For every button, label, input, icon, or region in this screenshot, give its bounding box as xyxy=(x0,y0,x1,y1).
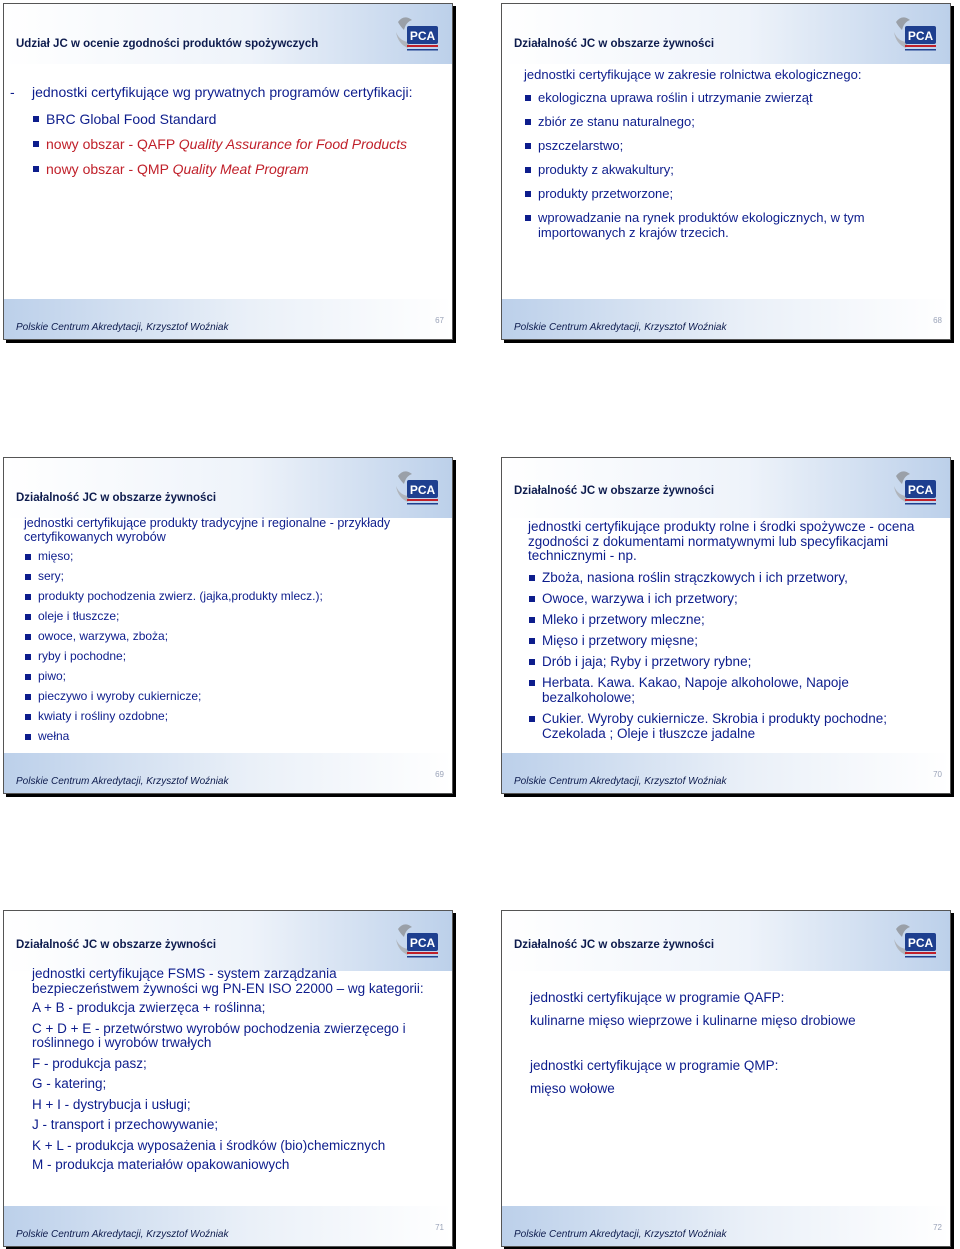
slide-header xyxy=(4,458,452,518)
list-item: Owoce, warzywa i ich przetwory; xyxy=(528,591,936,606)
list-item: sery; xyxy=(24,569,438,584)
list-item: zbiór ze stanu naturalnego; xyxy=(524,114,936,129)
slide-header xyxy=(4,911,452,971)
slide-footer xyxy=(502,753,950,793)
list-item: Mleko i przetwory mleczne; xyxy=(528,612,936,627)
list-item: A + B - produkcja zwierzęca + roślinna; xyxy=(32,1000,266,1015)
lead-text: - jednostki certyfikujące wg prywatnych programów certyfikacji: xyxy=(10,84,413,100)
bullet-list xyxy=(32,111,438,178)
page-number: 71 xyxy=(435,1223,444,1232)
svg-text:PCA: PCA xyxy=(409,936,436,950)
list-item: produkty przetworzone; xyxy=(524,186,936,201)
pca-logo xyxy=(890,919,938,963)
bullet-list xyxy=(524,90,936,240)
lead-text: jednostki certyfikujące FSMS - system zarządzania bezpieczeństwem żywności wg PN-EN ISO 22000 – wg kategorii: xyxy=(32,966,424,996)
list-item: wełna xyxy=(24,729,438,744)
slide-body xyxy=(24,516,438,744)
list-item: oleje i tłuszcze; xyxy=(24,609,438,624)
list-item: Cukier. Wyroby cukiernicze. Skrobia i produkty pochodne; Czekolada ; Oleje i tłuszcze jadalne xyxy=(528,711,936,741)
page-number: 68 xyxy=(933,316,942,325)
slide-71 xyxy=(3,910,453,1247)
slide-title: Działalność JC w obszarze żywności xyxy=(514,939,715,951)
svg-text:PCA: PCA xyxy=(907,29,934,43)
list-item: piwo; xyxy=(24,669,438,684)
page-number: 69 xyxy=(435,770,444,779)
svg-text:PCA: PCA xyxy=(907,483,934,497)
slide-69 xyxy=(3,457,453,794)
slide-body xyxy=(524,67,936,248)
svg-text:PCA: PCA xyxy=(907,936,934,950)
list-item: J - transport i przechowywanie; xyxy=(32,1117,219,1132)
page-number: 70 xyxy=(933,770,942,779)
pca-logo xyxy=(392,12,440,56)
list-item: owoce, warzywa, zboża; xyxy=(24,629,438,644)
list-item: produkty pochodzenia zwierz. (jajka,produkty mlecz.); xyxy=(24,589,438,604)
list-item: kwiaty i rośliny ozdobne; xyxy=(24,709,438,724)
list-item: wprowadzanie na rynek produktów ekologicznych, w tym importowanych z krajów trzecich. xyxy=(524,210,936,240)
footer-author: Polskie Centrum Akredytacji, Krzysztof Woźniak xyxy=(16,322,229,333)
qmp-scope: mięso wołowe xyxy=(530,1081,615,1096)
slide-title: Działalność JC w obszarze żywności xyxy=(514,38,715,50)
qmp-heading: jednostki certyfikujące w programie QMP: xyxy=(530,1058,779,1073)
slide-header xyxy=(502,458,950,518)
list-item: M - produkcja materiałów opakowaniowych xyxy=(32,1157,290,1172)
bullet-list xyxy=(24,549,438,744)
list-item: ekologiczna uprawa roślin i utrzymanie zwierząt xyxy=(524,90,936,105)
list-item: BRC Global Food Standard xyxy=(32,111,438,128)
pca-logo xyxy=(392,466,440,510)
category-list xyxy=(32,1001,438,1173)
list-item: pszczelarstwo; xyxy=(524,138,936,153)
list-item: K + L - produkcja wyposażenia i środków (bio)chemicznych xyxy=(32,1137,386,1153)
slide-footer xyxy=(502,299,950,339)
slide-footer xyxy=(502,1206,950,1246)
slide-67 xyxy=(3,3,453,340)
slide-body xyxy=(10,84,438,186)
pca-logo xyxy=(392,919,440,963)
footer-author: Polskie Centrum Akredytacji, Krzysztof Woźniak xyxy=(16,1229,229,1240)
slide-70 xyxy=(501,457,951,794)
list-item: Zboża, nasiona roślin strączkowych i ich przetwory, xyxy=(528,570,936,585)
slide-body xyxy=(528,520,936,741)
slide-footer xyxy=(4,1206,452,1246)
slide-72 xyxy=(501,910,951,1247)
footer-author: Polskie Centrum Akredytacji, Krzysztof Woźniak xyxy=(16,776,229,787)
svg-text:PCA: PCA xyxy=(409,29,436,43)
slide-title: Udział JC w ocenie zgodności produktów spożywczych xyxy=(16,38,319,50)
footer-author: Polskie Centrum Akredytacji, Krzysztof Woźniak xyxy=(514,1229,727,1240)
svg-text:PCA: PCA xyxy=(409,483,436,497)
list-item: Mięso i przetwory mięsne; xyxy=(528,633,936,648)
list-item: C + D + E - przetwórstwo wyrobów pochodzenia zwierzęcego i roślinnego i wyrobów trwałych xyxy=(32,1020,406,1050)
list-item: Herbata. Kawa. Kakao, Napoje alkoholowe, Napoje bezalkoholowe; xyxy=(528,675,936,705)
list-item: produkty z akwakultury; xyxy=(524,162,936,177)
lead-text: jednostki certyfikujące produkty rolne i środki spożywcze - ocena zgodności z dokumentami normatywnymi lub specyfikacjami technicznymi - np. xyxy=(528,519,915,563)
list-item: ryby i pochodne; xyxy=(24,649,438,664)
page-number: 67 xyxy=(435,316,444,325)
slide-title: Działalność JC w obszarze żywności xyxy=(514,485,715,497)
footer-author: Polskie Centrum Akredytacji, Krzysztof Woźniak xyxy=(514,776,727,787)
list-item: Drób i jaja; Ryby i przetwory rybne; xyxy=(528,654,936,669)
bullet-list xyxy=(528,570,936,741)
footer-author: Polskie Centrum Akredytacji, Krzysztof Woźniak xyxy=(514,322,727,333)
slide-header xyxy=(502,4,950,64)
slide-body xyxy=(530,990,936,1102)
pca-logo xyxy=(890,466,938,510)
slide-title: Działalność JC w obszarze żywności xyxy=(16,492,217,504)
slide-body xyxy=(32,967,438,1173)
list-item: H + I - dystrybucja i usługi; xyxy=(32,1096,191,1112)
slide-title: Działalność JC w obszarze żywności xyxy=(16,939,217,951)
slide-68 xyxy=(501,3,951,340)
lead-text: jednostki certyfikujące produkty tradycyjne i regionalne - przykłady certyfikowanych wyrobów xyxy=(24,516,391,544)
list-item: nowy obszar - QMP Quality Meat Program xyxy=(32,161,438,178)
list-item: nowy obszar - QAFP Quality Assurance for Food Products xyxy=(32,136,438,153)
list-item: mięso; xyxy=(24,549,438,564)
lead-text: jednostki certyfikujące w zakresie rolnictwa ekologicznego: xyxy=(524,67,862,82)
slide-header xyxy=(502,911,950,971)
slide-footer xyxy=(4,753,452,793)
pca-logo xyxy=(890,12,938,56)
slide-footer xyxy=(4,299,452,339)
qafp-scope: kulinarne mięso wieprzowe i kulinarne mięso drobiowe xyxy=(530,1013,856,1028)
list-item: pieczywo i wyroby cukiernicze; xyxy=(24,689,438,704)
page-number: 72 xyxy=(933,1223,942,1232)
slide-header xyxy=(4,4,452,64)
qafp-heading: jednostki certyfikujące w programie QAFP: xyxy=(530,990,785,1005)
list-item: G - katering; xyxy=(32,1076,107,1091)
list-item: F - produkcja pasz; xyxy=(32,1055,147,1071)
